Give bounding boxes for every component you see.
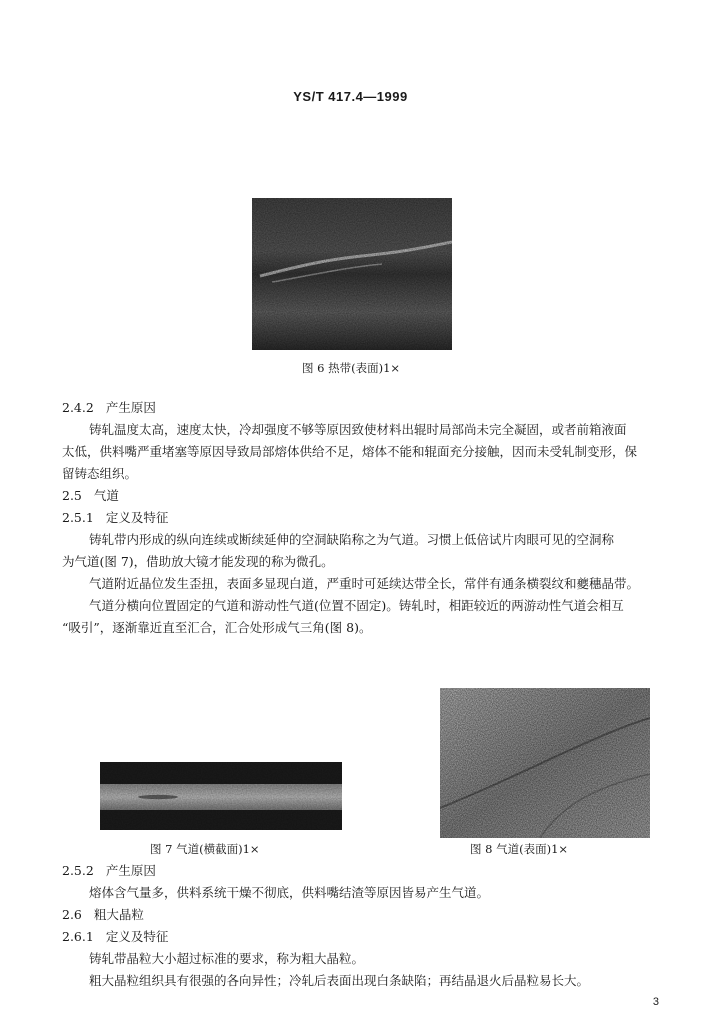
section-number: 2.6 xyxy=(62,907,82,922)
paragraph-line: 太低，供料嘴严重堵塞等原因导致局部熔体供给不足，熔体不能和辊面充分接触，因而未受轧制变形，保 xyxy=(62,444,638,459)
section-2-5-2-to-2-6-1 xyxy=(62,860,672,992)
paragraph-line: 气道附近晶位发生歪扭，表面多显现白道，严重时可延续达带全长，常伴有通条横裂纹和夔穗晶带。 xyxy=(89,576,640,591)
figure-8-caption: 图 8 气道(表面)1× xyxy=(470,842,569,856)
paragraph-line: 铸轧带内形成的纵向连续或断续延伸的空洞缺陷称之为气道。习惯上低倍试片肉眼可见的空洞称 xyxy=(89,532,615,547)
section-number: 2.6.1 xyxy=(62,929,94,944)
section-title: 气道 xyxy=(93,488,119,503)
paragraph-line: 铸轧温度太高，速度太快，冷却强度不够等原因致使材料出辊时局部尚未完全凝固，或者前箱液面 xyxy=(89,422,627,437)
paragraph-line: 粗大晶粒组织具有很强的各向异性；冷轧后表面出现白条缺陷；再结晶退火后晶粒易长大。 xyxy=(89,973,590,988)
section-heading xyxy=(62,485,672,507)
section-title: 定义及特征 xyxy=(105,929,169,944)
section-heading xyxy=(62,507,672,529)
figure-7-photo xyxy=(100,762,342,830)
document-header: YS/T 417.4—1999 xyxy=(293,89,408,104)
section-heading xyxy=(62,860,672,882)
figure-6-photo xyxy=(252,198,452,350)
paragraph-line: “吸引”，逐渐靠近直至汇合，汇合处形成气三角(图 8)。 xyxy=(62,620,372,635)
gas-channel-cross-section-image xyxy=(100,762,342,830)
section-title: 定义及特征 xyxy=(105,510,169,525)
section-number: 2.4.2 xyxy=(62,400,94,415)
figure-6-caption: 图 6 热带(表面)1× xyxy=(302,361,401,375)
section-heading xyxy=(62,397,672,419)
figure-8-photo xyxy=(440,688,650,838)
gas-channel-surface-image xyxy=(440,688,650,838)
section-heading xyxy=(62,926,672,948)
section-2-4-2 xyxy=(62,397,672,639)
paragraph-line: 气道分横向位置固定的气道和游动性气道(位置不固定)。铸轧时，相距较近的两游动性气道会相互 xyxy=(89,598,624,613)
hot-band-surface-image xyxy=(252,198,452,350)
paragraph-line: 为气道(图 7)，借助放大镜才能发现的称为微孔。 xyxy=(62,554,334,569)
section-number: 2.5.1 xyxy=(62,510,94,525)
page-number: 3 xyxy=(652,996,659,1008)
section-number: 2.5 xyxy=(62,488,82,503)
section-title: 产生原因 xyxy=(105,400,156,415)
section-title: 粗大晶粒 xyxy=(93,907,144,922)
paragraph-line: 留铸态组织。 xyxy=(62,466,138,481)
section-number: 2.5.2 xyxy=(62,863,94,878)
paragraph-line: 铸轧带晶粒大小超过标准的要求，称为粗大晶粒。 xyxy=(89,951,365,966)
figure-7-caption: 图 7 气道(横截面)1× xyxy=(150,842,260,856)
section-title: 产生原因 xyxy=(105,863,156,878)
section-heading xyxy=(62,904,672,926)
paragraph-line: 熔体含气量多，供料系统干燥不彻底，供料嘴结渣等原因皆易产生气道。 xyxy=(89,885,490,900)
